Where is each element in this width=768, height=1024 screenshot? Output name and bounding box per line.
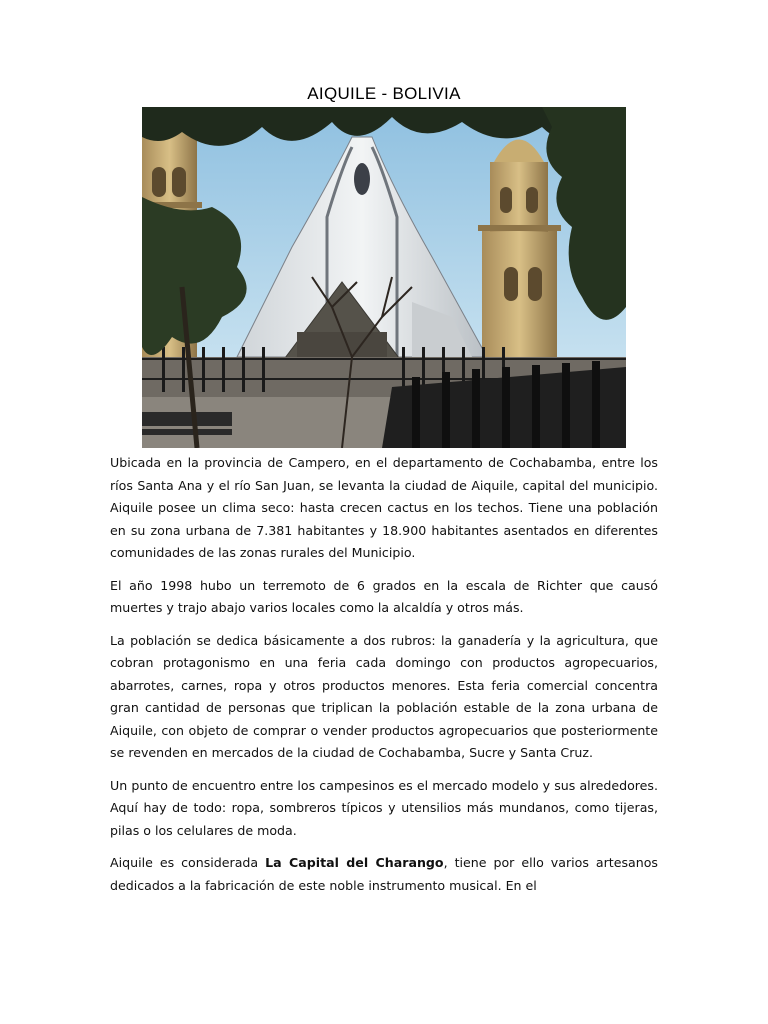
page-title: AIQUILE - BOLIVIA: [307, 84, 461, 103]
paragraph-text: , tiene por ello varios artesanos dedicados a la fabricación de este noble instrumento musical. En el: [110, 855, 658, 893]
paragraph: El año 1998 hubo un terremoto de 6 grados en la escala de Richter que causó muertes y trajo abajo varios locales como la alcaldía y otros más.: [110, 577, 658, 615]
paragraph: Un punto de encuentro entre los campesinos es el mercado modelo y sus alrededores. Aquí hay de todo: ropa, sombreros típicos y utensilios más mundanos, como tijeras, pilas o los celulares de moda.: [110, 777, 658, 838]
article-body: [110, 452, 658, 907]
paragraph: La población se dedica básicamente a dos rubros: la ganadería y la agricultura, que cobran protagonismo en una feria cada domingo con productos agropecuarios, abarrotes, carnes, ropa y otros productos menores. Esta feria comercial concentra gran cantidad de personas que triplican la población estable de la zona urbana de Aiquile, con objeto de comprar o vender productos agropecuarios que posteriormente se revenden en mercados de la ciudad de Cochabamba, Sucre y Santa Cruz.: [110, 632, 658, 760]
emphasis-text: La Capital del Charango: [265, 855, 444, 870]
paragraph: Ubicada en la provincia de Campero, en el departamento de Cochabamba, entre los ríos Santa Ana y el río San Juan, se levanta la ciudad de Aiquile, capital del municipio. Aiquile posee un clima seco: hasta crecen cactus en los techos. Tiene una población en su zona urbana de 7.381 habitantes y 18.900 habitantes asentados en diferentes comunidades de las zonas rurales del Municipio.: [110, 455, 658, 560]
church-photo: [142, 107, 626, 448]
church-photo-illustration: [142, 107, 626, 448]
paragraph: [110, 852, 658, 897]
paragraph-text: Aiquile es considerada: [110, 855, 266, 870]
